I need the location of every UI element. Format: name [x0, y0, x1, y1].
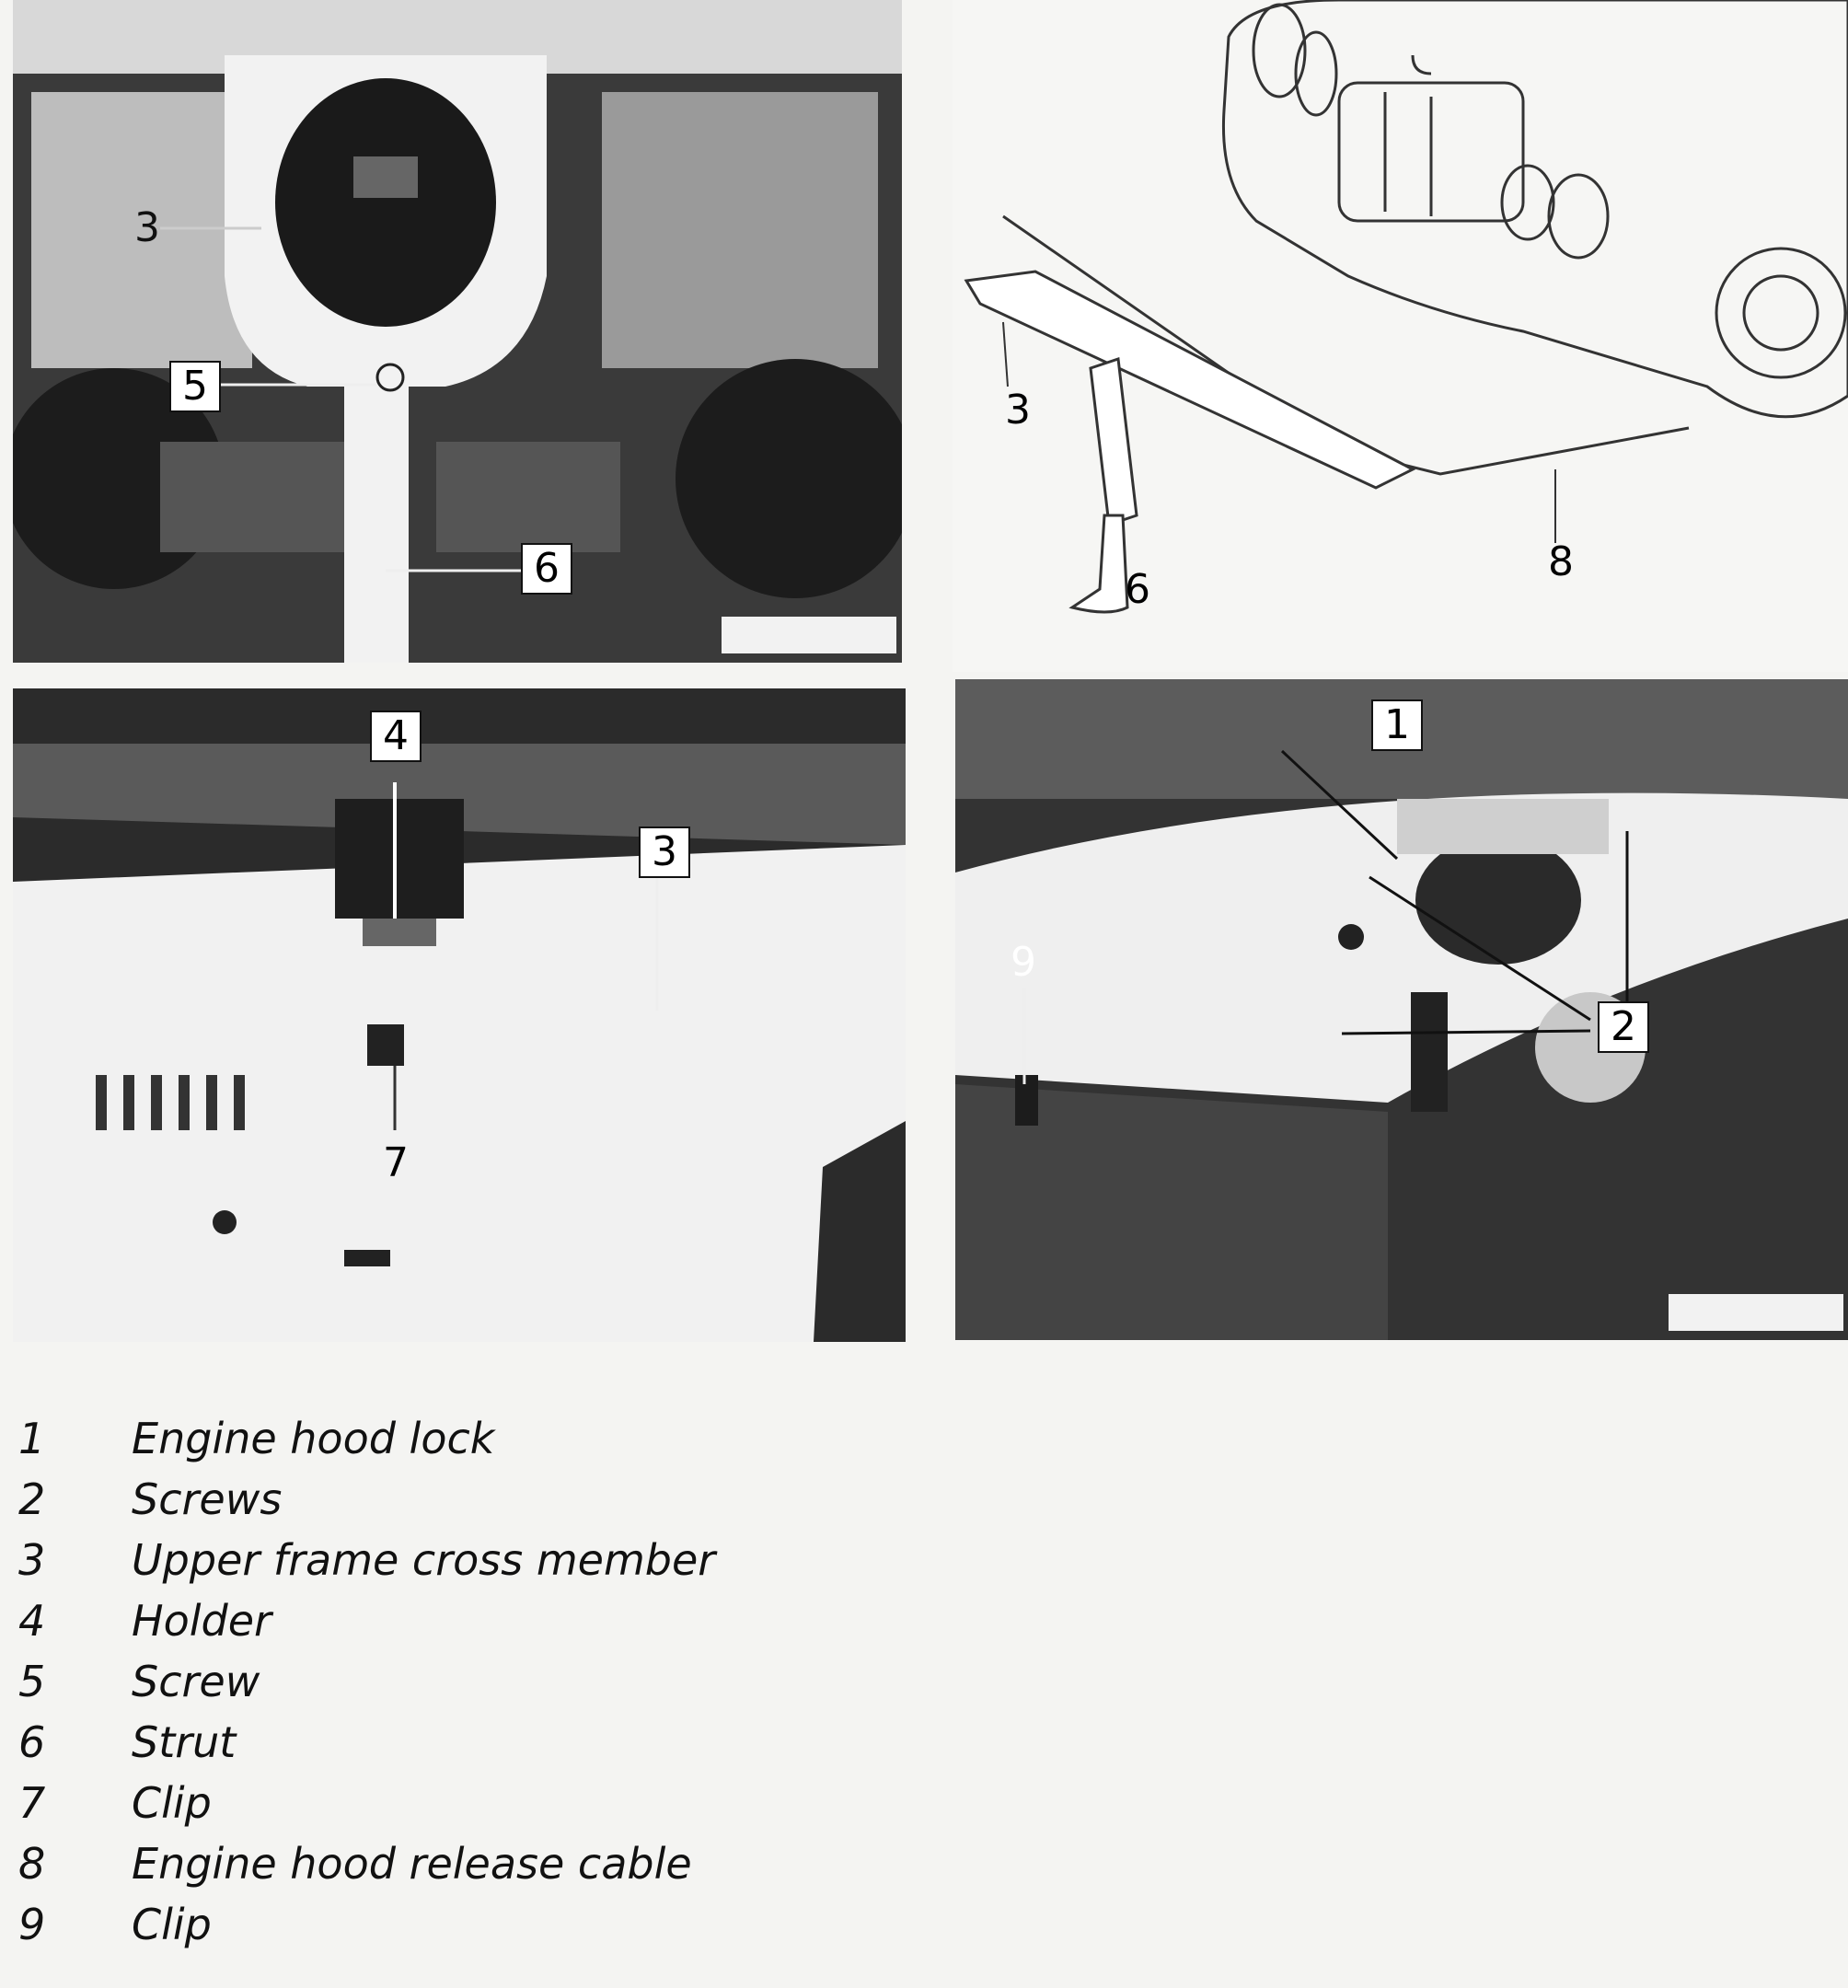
- drawing-top-right-illustration: [953, 0, 1848, 672]
- legend-label: Upper frame cross member: [132, 1535, 716, 1585]
- photo-top-left: [13, 0, 902, 663]
- legend-number: 7: [18, 1778, 46, 1828]
- callout-3: 3: [134, 204, 160, 251]
- callout-7: 7: [383, 1139, 409, 1186]
- callout-3: 3: [1005, 387, 1031, 433]
- legend-item: [18, 1530, 939, 1590]
- callout-1: 1: [1371, 699, 1423, 751]
- legend-label: Screw: [132, 1657, 260, 1706]
- legend-number: 5: [18, 1657, 46, 1706]
- photo-bottom-left-illustration: [13, 688, 906, 1342]
- legend-item: [18, 1590, 939, 1651]
- legend-number: 8: [18, 1839, 46, 1889]
- callout-2: 2: [1598, 1001, 1649, 1053]
- legend-label: Engine hood release cable: [132, 1839, 692, 1889]
- legend-number: 2: [18, 1474, 46, 1524]
- legend-label: Strut: [132, 1717, 237, 1767]
- legend-label: Holder: [132, 1596, 271, 1646]
- legend-number: 1: [18, 1414, 46, 1463]
- legend-number: 4: [18, 1596, 46, 1646]
- photo-bottom-right: [955, 679, 1848, 1340]
- legend-item: [18, 1833, 939, 1894]
- legend-item: [18, 1712, 939, 1773]
- callout-9: 9: [1011, 939, 1036, 986]
- legend-label: Clip: [132, 1778, 212, 1828]
- photo-bottom-left: [13, 688, 906, 1342]
- legend-item: [18, 1894, 939, 1955]
- photo-top-left-illustration: [13, 0, 902, 663]
- legend-label: Screws: [132, 1474, 283, 1524]
- callout-8: 8: [1548, 538, 1574, 585]
- legend-item: [18, 1651, 939, 1712]
- legend-item: [18, 1408, 939, 1469]
- callout-5: 5: [169, 361, 221, 412]
- legend-label: Clip: [132, 1900, 212, 1949]
- legend-item: [18, 1773, 939, 1833]
- photo-bottom-right-illustration: [955, 679, 1848, 1340]
- callout-6: 6: [1125, 566, 1150, 613]
- legend-number: 3: [18, 1535, 46, 1585]
- drawing-top-right: [953, 0, 1848, 672]
- legend-number: 9: [18, 1900, 46, 1949]
- callout-3: 3: [639, 826, 690, 878]
- callout-4: 4: [370, 711, 422, 762]
- legend-item: [18, 1469, 939, 1530]
- callout-6: 6: [521, 543, 572, 595]
- legend-number: 6: [18, 1717, 46, 1767]
- legend-list: [18, 1408, 939, 1955]
- legend-label: Engine hood lock: [132, 1414, 495, 1463]
